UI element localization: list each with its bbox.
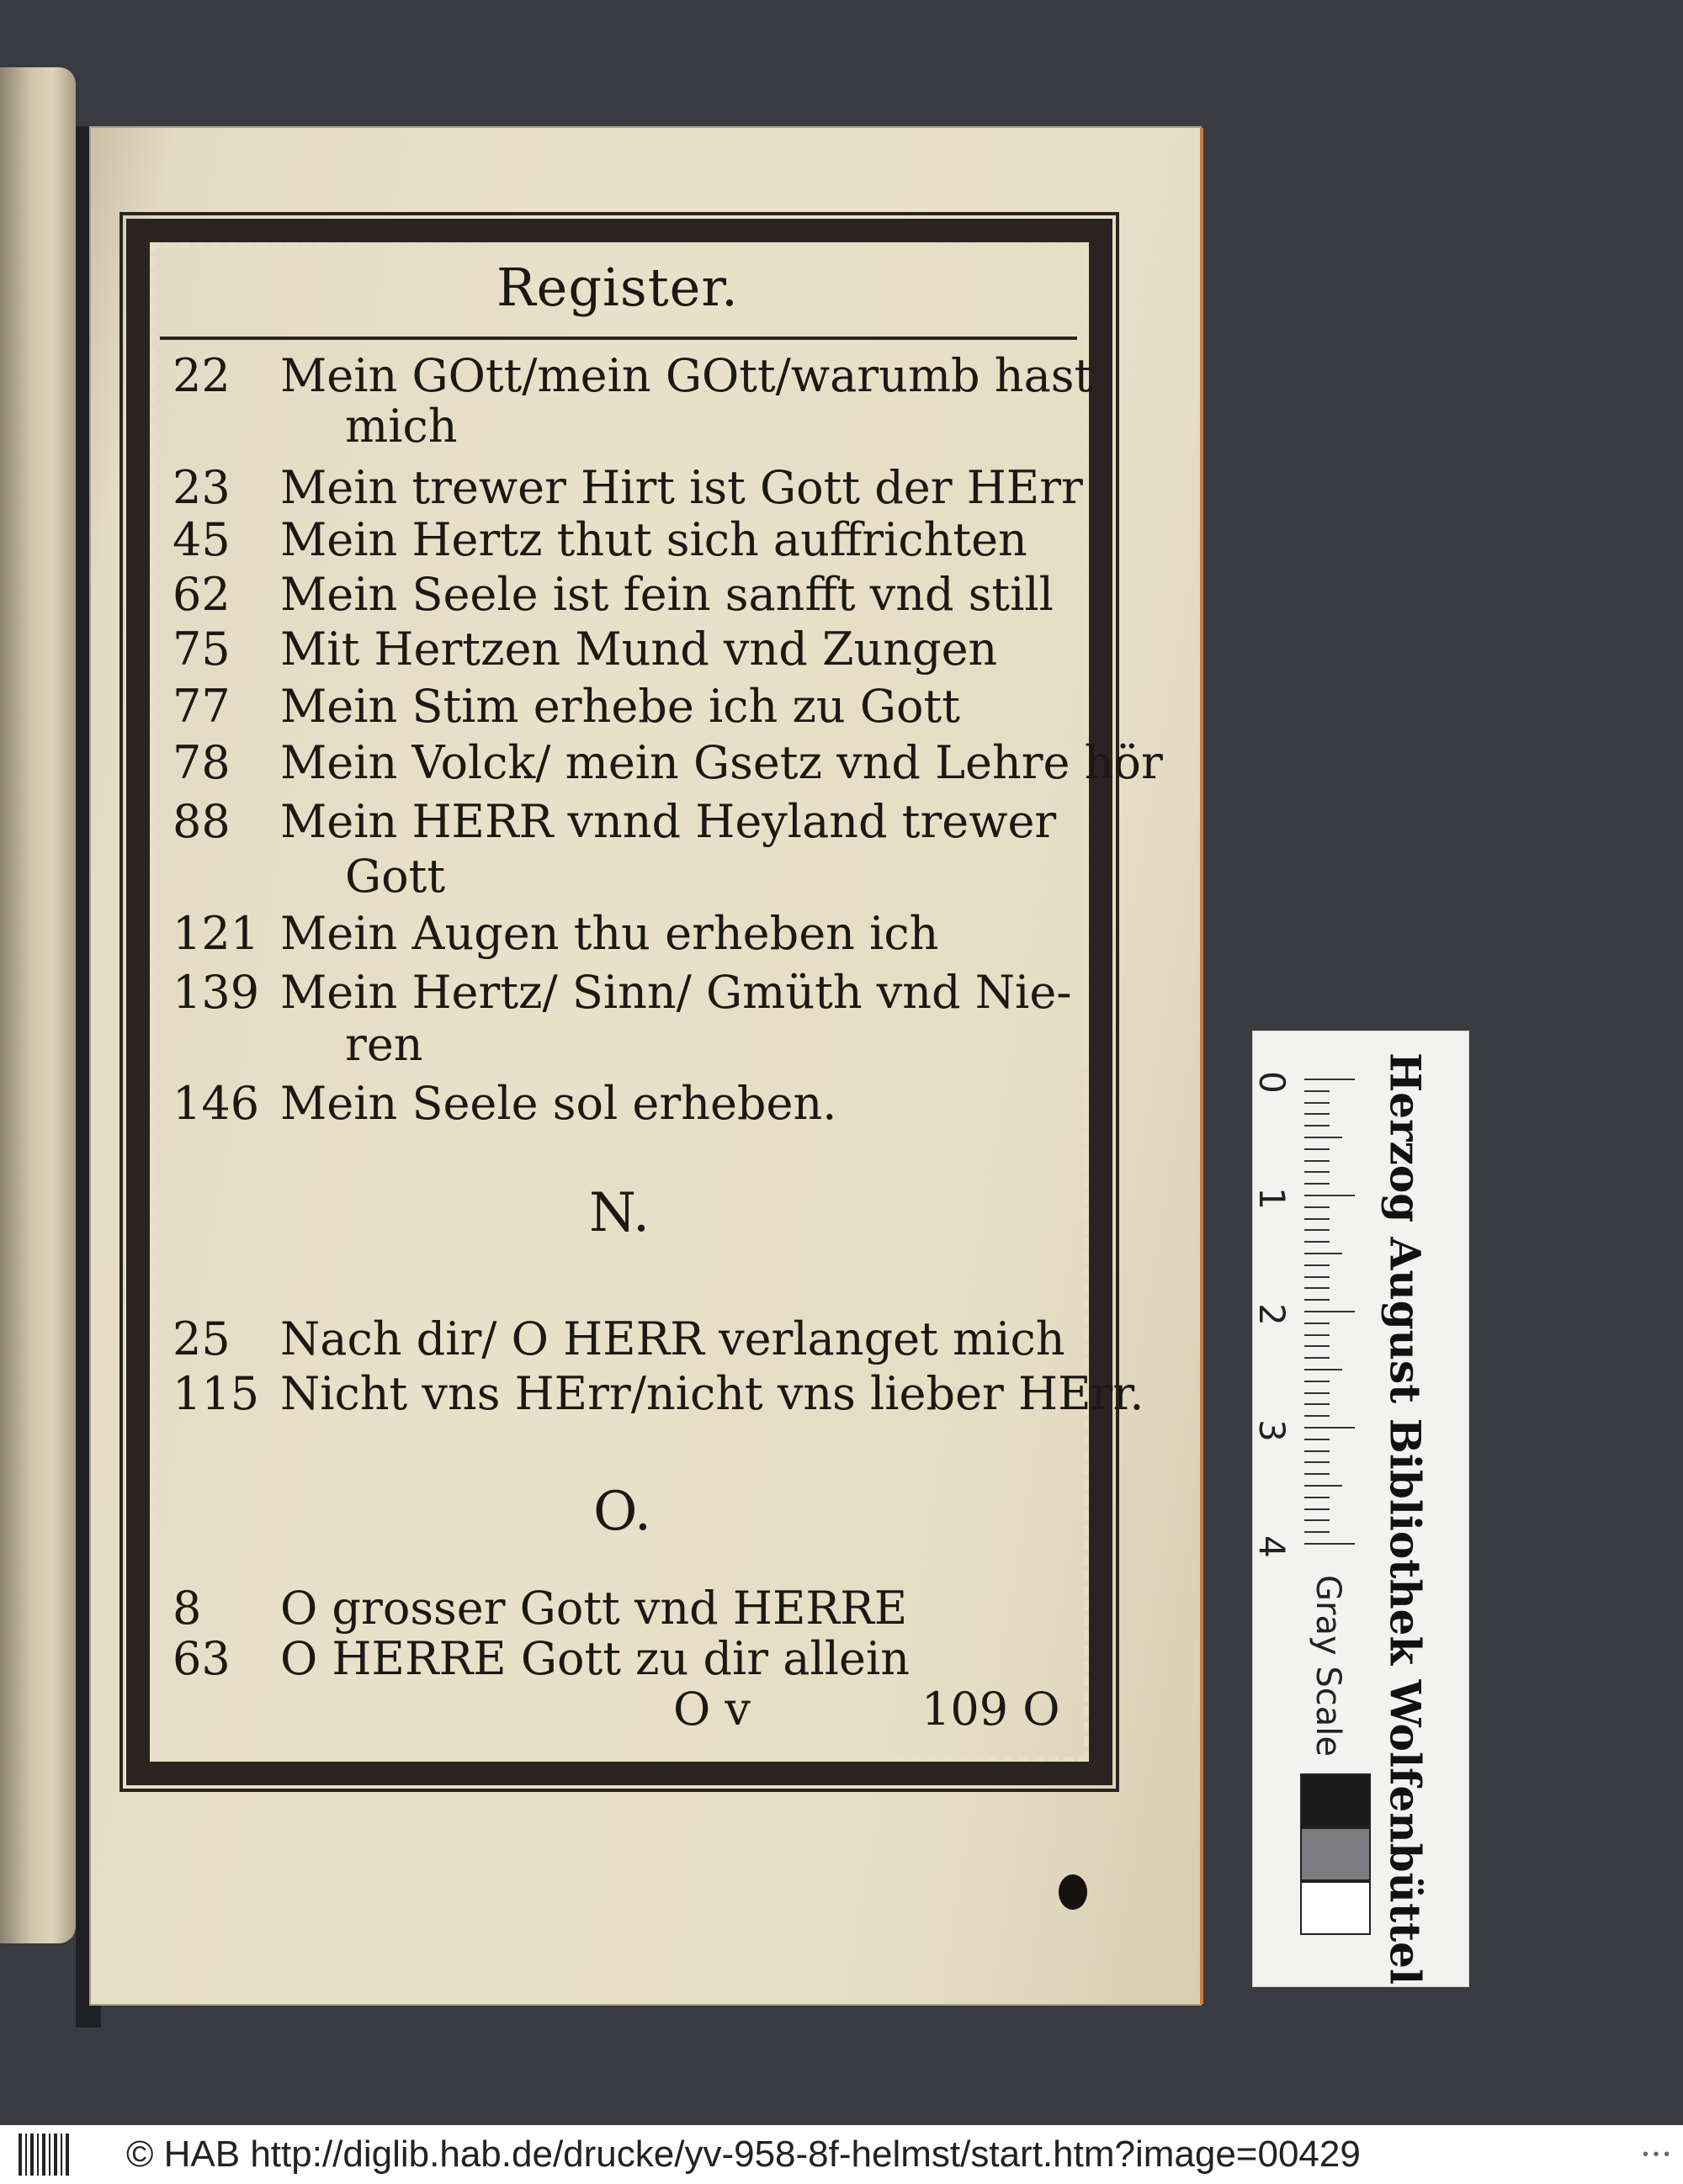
signature-mark: O v bbox=[673, 1683, 751, 1736]
ruler-minor-tick bbox=[1304, 1090, 1330, 1092]
ruler-minor-tick bbox=[1304, 1253, 1342, 1254]
hymn-number: 8 bbox=[173, 1582, 202, 1635]
ruler-minor-tick bbox=[1304, 1206, 1330, 1208]
hymn-title: Mein Augen thu erheben ich bbox=[280, 907, 939, 960]
ruler-minor-tick bbox=[1304, 1276, 1330, 1278]
ruler-tick bbox=[1304, 1543, 1355, 1545]
ruler-minor-tick bbox=[1304, 1323, 1330, 1324]
register-entry bbox=[173, 966, 1072, 1019]
hymn-number: 77 bbox=[173, 680, 231, 733]
ruler-minor-tick bbox=[1304, 1450, 1330, 1452]
ruler-minor-tick bbox=[1304, 1218, 1330, 1220]
hymn-title: Nicht vns HErr/nicht vns lieber HErr. bbox=[280, 1367, 1144, 1420]
section-heading-o: O. bbox=[593, 1481, 652, 1543]
hymn-title: Mit Hertzen Mund vnd Zungen bbox=[280, 623, 998, 676]
ruler-minor-tick bbox=[1304, 1079, 1342, 1080]
hymn-title: Mein Seele sol erheben. bbox=[280, 1077, 837, 1130]
hymn-number: 139 bbox=[173, 966, 260, 1019]
copyright-link[interactable]: © HAB http://diglib.hab.de/drucke/yv-958-8f-helmst/start.htm?image=00429 bbox=[126, 2134, 1361, 2175]
hymn-title: Mein trewer Hirt ist Gott der HErr bbox=[280, 461, 1083, 514]
register-entry bbox=[173, 795, 1056, 848]
hymn-title-continuation: ren bbox=[345, 1018, 423, 1071]
hymn-number: 22 bbox=[173, 349, 231, 402]
ruler-minor-tick bbox=[1304, 1137, 1342, 1138]
hymn-number: 78 bbox=[173, 736, 231, 789]
more-dots-icon: • • • bbox=[1643, 2145, 1670, 2164]
ruler-minor-tick bbox=[1304, 1334, 1330, 1336]
hymn-title: O HERRE Gott zu dir allein bbox=[280, 1632, 911, 1685]
gray-swatch-white bbox=[1300, 1881, 1371, 1935]
register-entry bbox=[173, 1632, 910, 1685]
register-entry bbox=[173, 513, 1027, 566]
register-entry bbox=[173, 1367, 1144, 1420]
ruler-minor-tick bbox=[1304, 1287, 1330, 1289]
gray-swatch-gray bbox=[1300, 1827, 1371, 1881]
register-entry bbox=[173, 736, 1163, 789]
register-entry bbox=[173, 907, 938, 960]
page-number: 109 O bbox=[921, 1683, 1060, 1736]
register-entry-continuation bbox=[173, 850, 445, 903]
hymn-number: 25 bbox=[173, 1312, 231, 1365]
hymn-title: Mein GOtt/mein GOtt/warumb hast bbox=[280, 349, 1093, 402]
hymn-title: Mein Volck/ mein Gsetz vnd Lehre hör bbox=[280, 736, 1163, 789]
ruler-minor-tick bbox=[1304, 1299, 1330, 1301]
register-entry bbox=[173, 1582, 907, 1635]
ruler-number: 2 bbox=[1250, 1303, 1293, 1326]
register-entry-continuation bbox=[173, 400, 458, 453]
hymn-number: 146 bbox=[173, 1077, 260, 1130]
ruler-minor-tick bbox=[1304, 1497, 1330, 1498]
ruler-minor-tick bbox=[1304, 1519, 1330, 1521]
ruler-minor-tick bbox=[1304, 1485, 1342, 1487]
ruler-minor-tick bbox=[1304, 1403, 1330, 1405]
hymn-number: 63 bbox=[173, 1632, 231, 1685]
hymn-title-continuation: Gott bbox=[345, 850, 446, 903]
ruler-minor-tick bbox=[1304, 1415, 1330, 1417]
ruler-minor-tick bbox=[1304, 1357, 1330, 1359]
ruler-minor-tick bbox=[1304, 1113, 1330, 1115]
hymn-number: 88 bbox=[173, 795, 231, 848]
ruler-organization-label: Herzog August Bibliothek Wolfenbüttel bbox=[1380, 1052, 1431, 1985]
ruler-minor-tick bbox=[1304, 1125, 1330, 1126]
gray-swatch-black bbox=[1300, 1773, 1371, 1827]
ruler-minor-tick bbox=[1304, 1439, 1330, 1440]
ruler-number: 0 bbox=[1250, 1071, 1293, 1094]
section-heading-n: N. bbox=[589, 1182, 650, 1244]
hymn-number: 23 bbox=[173, 461, 231, 514]
title-rule bbox=[160, 337, 1077, 340]
ruler-minor-tick bbox=[1304, 1392, 1330, 1394]
register-entry-continuation bbox=[173, 1018, 423, 1071]
hymn-number: 75 bbox=[173, 623, 231, 676]
ruler-minor-tick bbox=[1304, 1160, 1330, 1162]
hymn-title: O grosser Gott vnd HERRE bbox=[280, 1582, 908, 1635]
ruler-minor-tick bbox=[1304, 1195, 1342, 1196]
hymn-title: Mein Seele ist fein sanfft vnd still bbox=[280, 568, 1054, 621]
ruler-minor-tick bbox=[1304, 1183, 1330, 1185]
hymn-number: 115 bbox=[173, 1367, 260, 1420]
ruler-minor-tick bbox=[1304, 1531, 1330, 1533]
adjacent-page bbox=[0, 67, 76, 1943]
ruler-minor-tick bbox=[1304, 1345, 1330, 1347]
ink-spot bbox=[1059, 1874, 1087, 1910]
ruler-minor-tick bbox=[1304, 1264, 1330, 1266]
ruler-minor-tick bbox=[1304, 1241, 1330, 1243]
ruler-minor-tick bbox=[1304, 1148, 1330, 1150]
ruler-number: 3 bbox=[1250, 1419, 1293, 1442]
page-title: Register. bbox=[496, 257, 739, 318]
ruler-minor-tick bbox=[1304, 1102, 1330, 1104]
ruler-minor-tick bbox=[1304, 1461, 1330, 1463]
register-entry bbox=[173, 568, 1054, 621]
hymn-title: Mein Hertz thut sich auffrichten bbox=[280, 513, 1027, 566]
hymn-number: 121 bbox=[173, 907, 260, 960]
ruler-scale bbox=[1250, 1062, 1355, 1566]
ruler-minor-tick bbox=[1304, 1381, 1330, 1382]
ruler-minor-tick bbox=[1304, 1369, 1342, 1370]
register-entry bbox=[173, 1312, 1064, 1365]
register-entry bbox=[173, 1077, 836, 1130]
hymn-title: Mein Stim erhebe ich zu Gott bbox=[280, 680, 960, 733]
hymn-number: 45 bbox=[173, 513, 231, 566]
ruler-minor-tick bbox=[1304, 1427, 1342, 1429]
ruler-number: 1 bbox=[1250, 1187, 1293, 1210]
hymn-number: 62 bbox=[173, 568, 231, 621]
hymn-title: Mein HERR vnnd Heyland trewer bbox=[280, 795, 1057, 848]
barcode-icon bbox=[19, 2134, 69, 2176]
gray-scale-label: Gray Scale bbox=[1309, 1575, 1347, 1757]
register-entry bbox=[173, 680, 960, 733]
hymn-title: Mein Hertz/ Sinn/ Gmüth vnd Nie- bbox=[280, 966, 1072, 1019]
ruler-minor-tick bbox=[1304, 1508, 1330, 1510]
register-entry bbox=[173, 349, 1092, 402]
ruler-minor-tick bbox=[1304, 1473, 1330, 1475]
register-entry bbox=[173, 623, 997, 676]
ruler-number: 4 bbox=[1250, 1535, 1293, 1558]
hymn-title: Nach dir/ O HERR verlanget mich bbox=[280, 1312, 1065, 1365]
ruler-minor-tick bbox=[1304, 1171, 1330, 1173]
ruler-minor-tick bbox=[1304, 1311, 1342, 1312]
hymn-title-continuation: mich bbox=[345, 400, 458, 453]
register-entry bbox=[173, 461, 1083, 514]
ruler-minor-tick bbox=[1304, 1229, 1330, 1231]
